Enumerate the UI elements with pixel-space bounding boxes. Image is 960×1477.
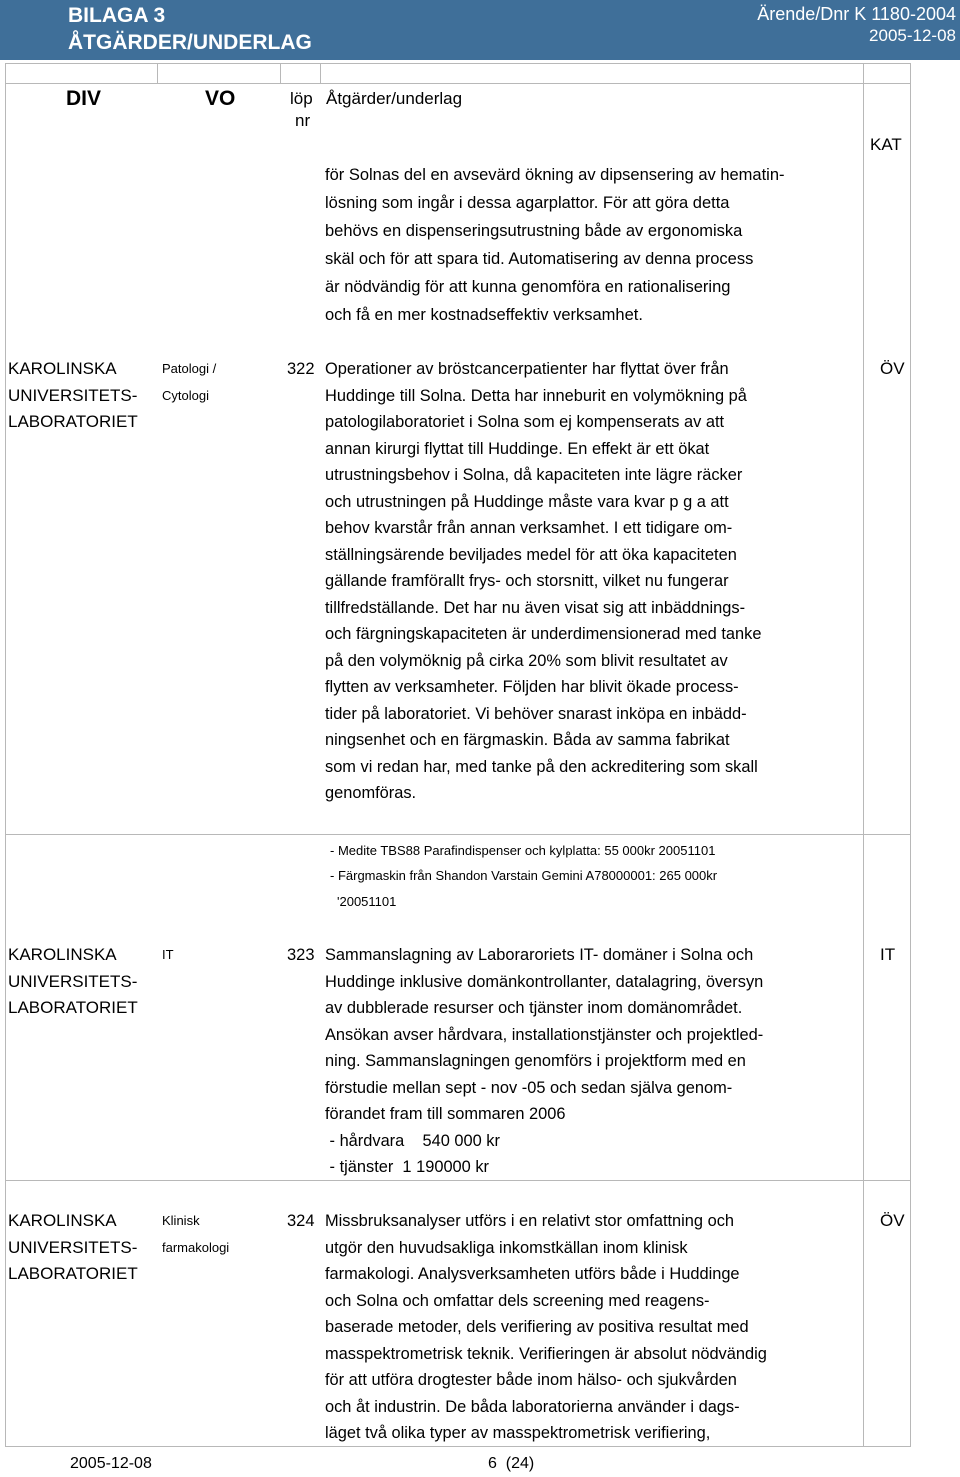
text-line: masspektrometrisk teknik. Verifieringen är absolut nödvändig [325, 1344, 767, 1363]
column-header-atgarder: Åtgärder/underlag [326, 89, 463, 108]
grid-line [5, 83, 910, 84]
text-line: - hårdvara 540 000 kr [325, 1131, 500, 1150]
text-line: - tjänster 1 190000 kr [325, 1158, 489, 1176]
text-line: för att utföra drogtester både inom hälso- och sjukvården [325, 1371, 737, 1389]
text-line: skäl och för att spara tid. Automatisering av denna process [325, 250, 754, 268]
text-line: förandet fram till sommaren 2006 [325, 1105, 566, 1123]
entry-category: ÖV [880, 1211, 905, 1230]
text-line: Sammanslagning av Laborarorie​ts IT- domäner i Solna och [325, 946, 754, 964]
text-line: baserade metoder, dels verifiering av positiva resultat med [325, 1318, 749, 1336]
document-header [0, 0, 960, 60]
text-line: tillfredställande. Det har nu även visat sig att inbäddnings- [325, 598, 746, 617]
entry-text [325, 942, 763, 1181]
case-reference: Ärende/Dnr K 1180-2004 [757, 4, 956, 24]
text-line: behövs en dispenseringsutrustning både av ergonomiska [325, 222, 743, 240]
text-line: gällande framförallt frys- och storsnitt, vilket nu fungerar [325, 572, 729, 590]
text-line: flytten av verksamheter. Följden har blivit ökade process- [325, 678, 739, 696]
division-name: KAROLINSKA UNIVERSITETS- LABORATORIET [8, 359, 138, 431]
entry-text [325, 1208, 767, 1447]
text-line: för Solnas del en avsevärd ökning av dipsensering av hematin- [325, 166, 785, 184]
text-line: Huddinge inklusive domänkontrollanter, datalagring, översyn [325, 972, 764, 991]
entry-number: 323 [287, 946, 315, 964]
grid-line [320, 63, 321, 83]
text-line: utgör den huvudsakliga inkomstkällan inom klinisk [325, 1238, 688, 1257]
page-number: 6 (24) [488, 1455, 535, 1472]
grid-line [863, 63, 864, 1447]
text-line: ning. Sammanslagningen genomförs i projektform med en [325, 1052, 746, 1070]
text-line: läget två olika typer av masspektrometrisk verifiering, [325, 1424, 711, 1442]
text-line: av dubblerade resurser och tjänster inom domänområdet. [325, 999, 743, 1017]
division-name: KAROLINSKA UNIVERSITETS- LABORATORIET [8, 945, 138, 1017]
continuation-text [325, 161, 785, 329]
grid-line [157, 63, 158, 83]
text-line: farmakologi. Analysverksamheten utförs både i Huddinge [325, 1265, 740, 1283]
text-line: och få en mer kostnadseffektiv verksamhet. [325, 306, 643, 324]
text-line: behov kvarstår från annan verksamhet. I ett tidigare om- [325, 519, 733, 537]
text-line: ningsenhet och en färgmaskin. Båda av samma fabrikat [325, 731, 730, 749]
grid-line [863, 83, 864, 84]
text-line: Missbruksanalyser utförs i en relativt stor omfattning och [325, 1212, 735, 1230]
column-header-lop: löp [290, 89, 313, 108]
grid-line [910, 63, 911, 1447]
operation-area: Klinisk farmakologi [162, 1213, 230, 1255]
text-line: Ansökan avser hårdvara, installationstjänster och projektled- [325, 1025, 764, 1044]
appendix-title: BILAGA 3 [68, 4, 166, 27]
grid-line [5, 63, 910, 64]
text-line: och Solna och omfattar dels screening med reagens- [325, 1291, 710, 1310]
text-line: Huddinge till Solna. Detta har inneburit en volymökning på [325, 386, 747, 405]
column-header-nr: nr [295, 111, 311, 130]
text-line: annan kirurgi flyttat till Huddinge. En effekt är ett ökat [325, 439, 710, 458]
cost-item: - Färgmaskin från Shandon Varstain Gemini A78000001: 265 000kr [330, 868, 718, 883]
text-line: som vi redan har, med tanke på den ackreditering som skall [325, 757, 758, 776]
section-title: ÅTGÄRDER/UNDERLAG [68, 31, 312, 54]
text-line: är nödvändig för att kunna genomföra en rationalisering [325, 278, 731, 296]
entry-number: 324 [287, 1212, 315, 1230]
entry-category: IT [880, 945, 896, 964]
division-name: KAROLINSKA UNIVERSITETS- LABORATORIET [8, 1211, 138, 1283]
text-line: utrustningsbehov i Solna, då kapaciteten inte lägre räcker [325, 466, 743, 484]
text-line: på den volymöknig på cirka 20% som blivit resultatet av [325, 651, 728, 670]
operation-area: Patologi / Cytologi [162, 361, 217, 403]
text-line: patologilaboratoriet i Solna som ej kompenserats av att [325, 413, 725, 431]
text-line: lösning som ingår i dessa agarplattor. För att göra detta [325, 194, 730, 212]
header-date: 2005-12-08 [869, 26, 956, 45]
operation-area: IT [162, 947, 174, 962]
cost-item: '20051101 [337, 894, 397, 909]
column-header-kat: KAT [870, 135, 902, 154]
grid-line [280, 63, 281, 83]
entry-category: ÖV [880, 359, 905, 378]
footer-date: 2005-12-08 [70, 1455, 152, 1472]
entry-number: 322 [287, 360, 315, 378]
entry-text [325, 356, 761, 807]
column-header-div: DIV [66, 87, 102, 110]
text-line: och utrustningen på Huddinge måste vara kvar p g a att [325, 492, 729, 511]
text-line: ställningsärende beviljades medel för att öka kapaciteten [325, 545, 737, 564]
text-line: genomföras. [325, 784, 417, 802]
text-line: tider på laboratoriet. Vi behöver snarast inköpa en inbädd- [325, 704, 747, 723]
text-line: Operationer av bröstcancerpatienter har flyttat över från [325, 360, 729, 378]
text-line: och åt industrin. De båda laboratorierna använder i dags- [325, 1397, 740, 1416]
column-header-vo: VO [205, 87, 236, 110]
text-line: och färgningskapaciteten är underdimensionerad med tanke [325, 625, 762, 643]
grid-line [5, 834, 910, 835]
text-line: förstudie mellan sept - nov -05 och sedan själva genom- [325, 1078, 733, 1097]
cost-item: - Medite TBS88 Parafindispenser och kylplatta: 55 000kr 20051101 [330, 843, 716, 858]
grid-line [5, 63, 6, 1447]
